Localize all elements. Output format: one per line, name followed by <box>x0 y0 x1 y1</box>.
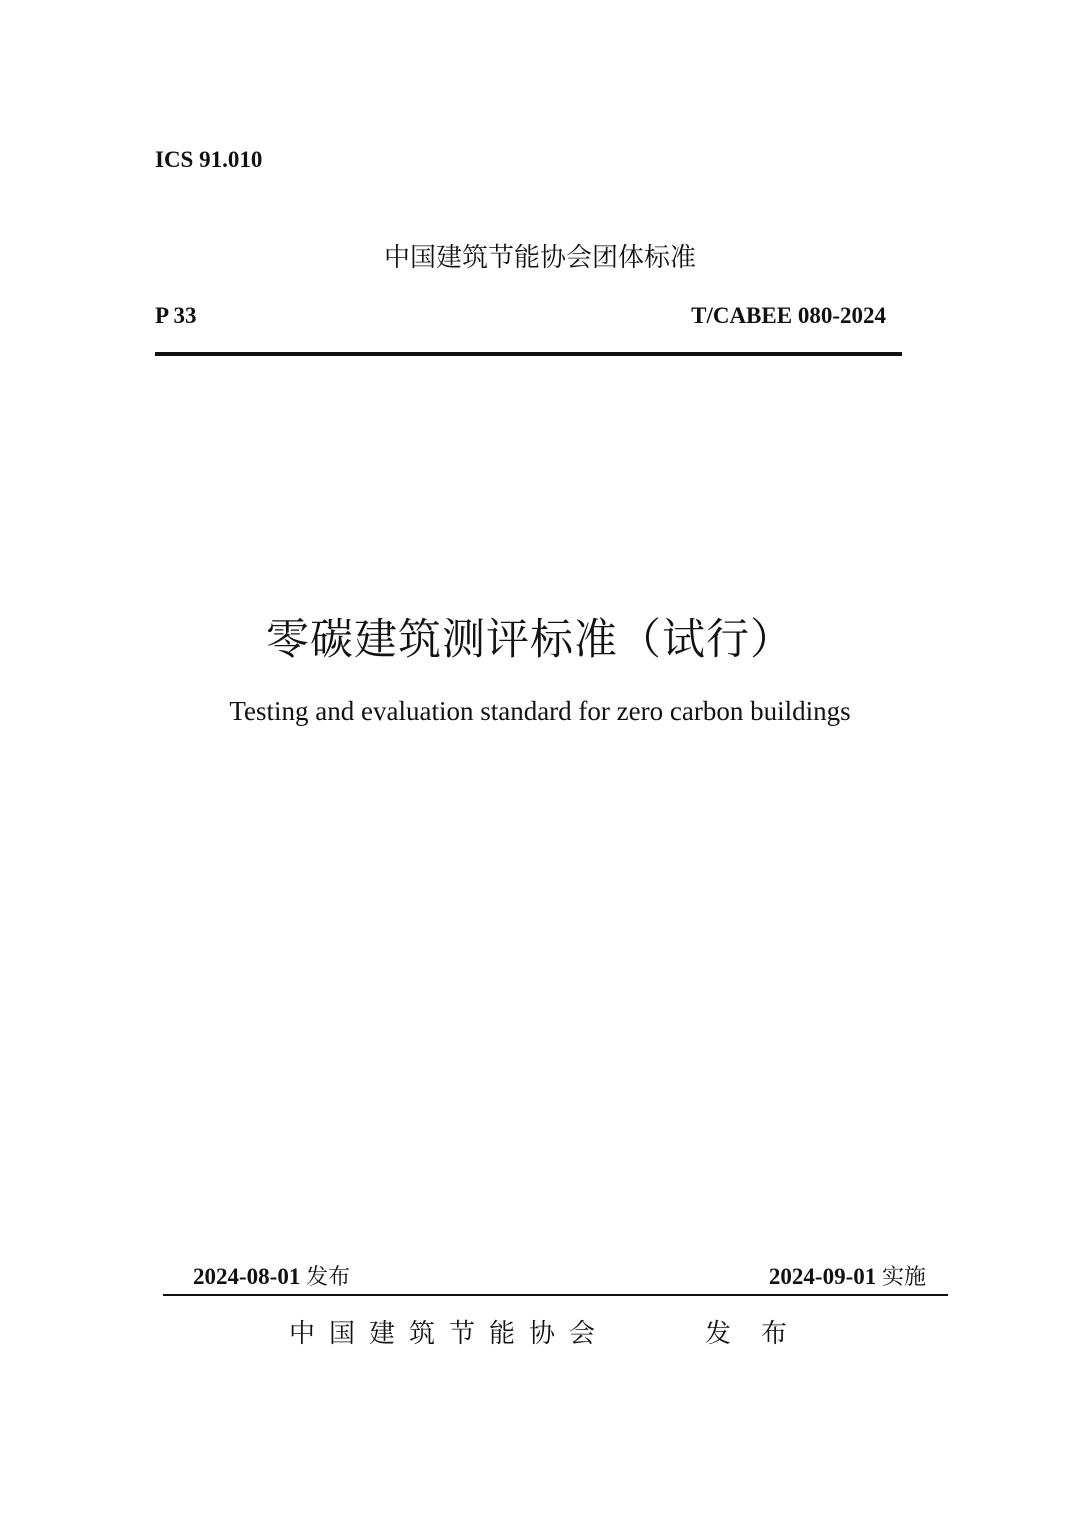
ics-code: ICS 91.010 <box>155 147 263 172</box>
title-english: Testing and evaluation standard for zero carbon buildings <box>229 696 851 726</box>
title-chinese: 零碳建筑测评标准（试行） <box>266 615 794 665</box>
implementation-date-line <box>769 1263 926 1292</box>
issue-label: 发布 <box>306 1265 351 1290</box>
implementation-label: 实施 <box>881 1265 926 1290</box>
publisher-name: 中国建筑节能协会 <box>289 1319 610 1349</box>
standard-number: T/CABEE 080-2024 <box>691 303 886 328</box>
footer-divider <box>163 1294 948 1296</box>
issue-date: 2024-08-01 <box>193 1264 301 1289</box>
header-divider <box>155 352 902 356</box>
association-standard-label: 中国建筑节能协会团体标准 <box>383 243 696 273</box>
issue-date-line <box>193 1263 350 1292</box>
publish-label: 发布 <box>705 1319 818 1349</box>
ccs-code: P 33 <box>155 303 197 328</box>
implementation-date: 2024-09-01 <box>768 1264 877 1289</box>
